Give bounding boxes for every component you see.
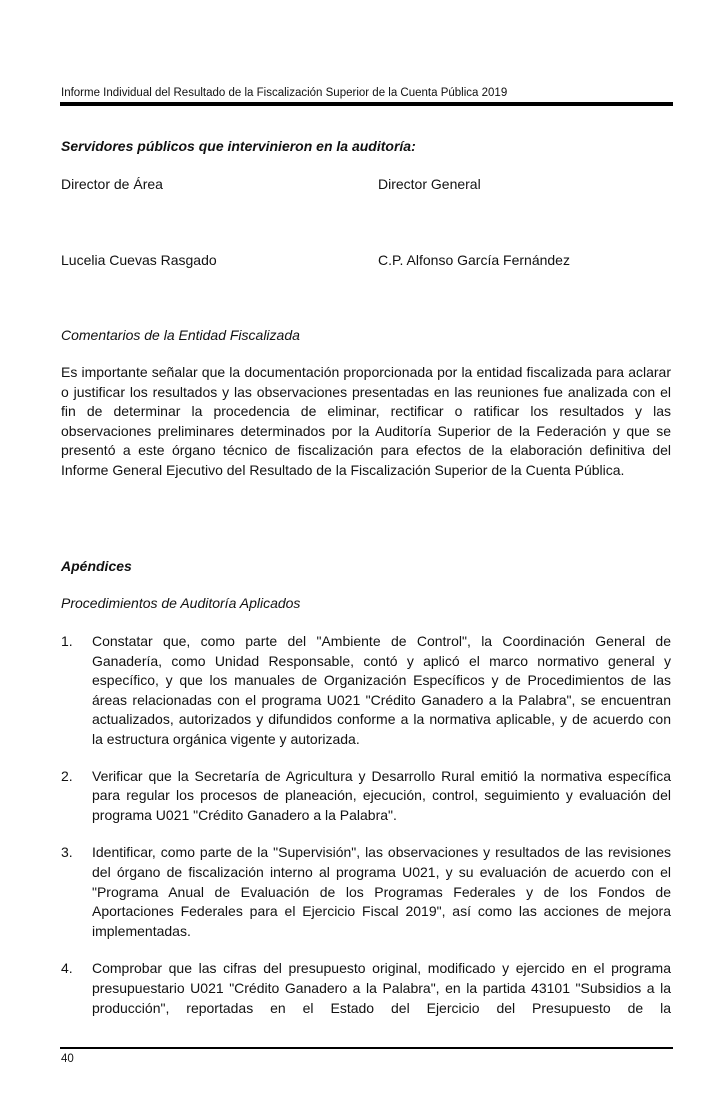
list-item	[61, 959, 671, 1018]
list-item-number: 2.	[61, 767, 73, 784]
page-header-title: Informe Individual del Resultado de la Fiscalización Superior de la Cuenta Pública 2019	[61, 87, 508, 99]
list-item	[61, 843, 671, 941]
list-item-number: 4.	[61, 960, 73, 977]
list-item-number: 3.	[61, 844, 73, 861]
left-name: Lucelia Cuevas Rasgado	[61, 252, 217, 268]
servers-heading: Servidores públicos que intervinieron en la auditoría:	[61, 138, 416, 154]
left-role: Director de Área	[61, 176, 163, 192]
list-item-number: 1.	[61, 633, 73, 649]
list-item-text: Constatar que, como parte del "Ambiente de Control", la Coordinación General de Ganadería, como Unidad Responsable, contó y aplicó el marco normativo general y específico, y que los manuales de Organización Específicos y de Procedimientos de las áreas relacionadas con el programa U021 "Crédito Ganadero a la Palabra", se encuentran actualizados, autorizados y difundidos conforme a la normativa aplicable, y de acuerdo con la estructura orgánica vigente y autorizada.	[92, 633, 671, 747]
footer-rule	[60, 1047, 673, 1049]
list-item-text: Verificar que la Secretaría de Agricultura y Desarrollo Rural emitió la normativa específica para regular los procesos de planeación, ejecución, control, seguimiento y evaluación del programa U021 "Crédito Ganadero a la Palabra".	[92, 767, 671, 823]
list-item-text: Comprobar que las cifras del presupuesto original, modificado y ejercido en el programa presupuestario U021 "Crédito Ganadero a la Palabra", en la partida 43101 "Subsidios a la producción", reportadas en el Estado del Ejercicio del Presupuesto de la	[92, 960, 671, 1016]
appendices-subheading: Procedimientos de Auditoría Aplicados	[61, 595, 301, 611]
list-item-text: Identificar, como parte de la "Supervisión", las observaciones y resultados de las revisiones del órgano de fiscalización interno al programa U021, y su evaluación de acuerdo con el "Programa Anual de Evaluación de los Programas Federales y de los Fondos de Aportaciones Federales para el Ejercicio Fiscal 2019", así como las acciones de mejora implementadas.	[92, 844, 671, 939]
procedures-list	[61, 632, 671, 1018]
comments-heading: Comentarios de la Entidad Fiscalizada	[61, 327, 300, 343]
list-item	[61, 767, 671, 826]
comments-body: Es importante señalar que la documentación proporcionada por la entidad fiscalizada para aclarar o justificar los resultados y las observaciones presentadas en las reuniones fue analizada con el fin de determinar la procedencia de eliminar, rectificar o ratificar los resultados y las observaciones preliminares determinados por la Auditoría Superior de la Federación y que se presentó a este órgano técnico de fiscalización para efectos de la elaboración definitiva del Informe General Ejecutivo del Resultado de la Fiscalización Superior de la Cuenta Pública.	[61, 364, 671, 478]
list-item	[61, 632, 671, 750]
right-role: Director General	[378, 176, 481, 192]
header-rule	[60, 102, 673, 106]
appendices-heading: Apéndices	[61, 558, 132, 574]
right-name: C.P. Alfonso García Fernández	[378, 252, 570, 268]
page-number: 40	[61, 1053, 74, 1065]
